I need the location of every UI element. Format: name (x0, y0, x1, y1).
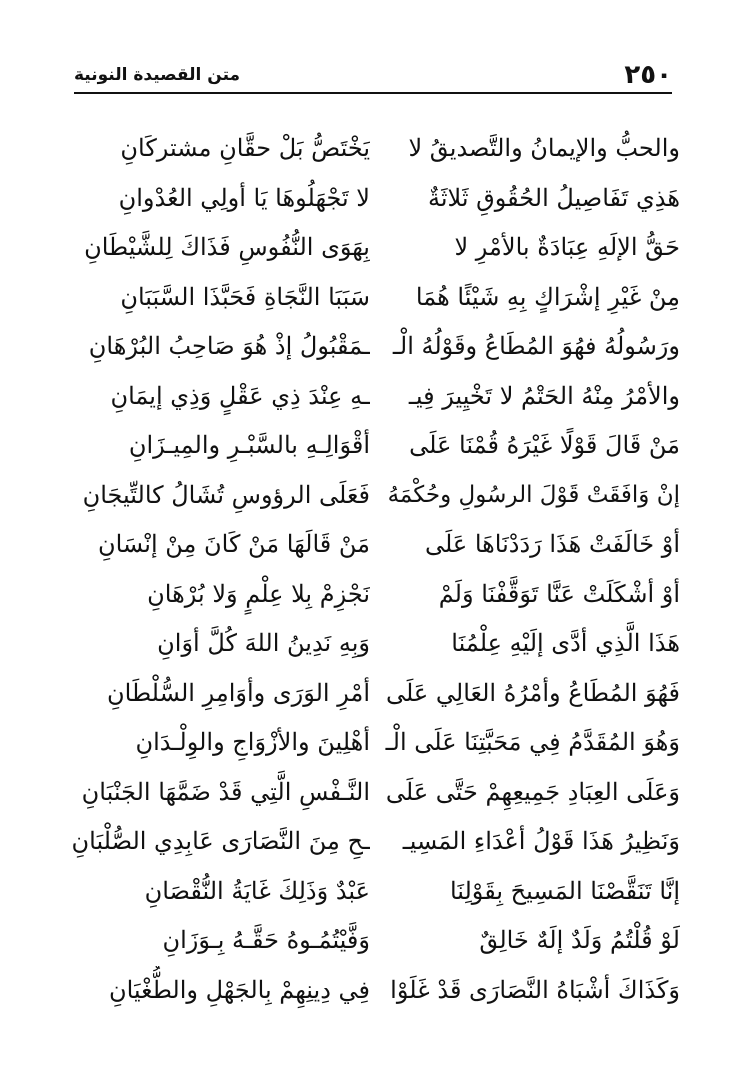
verse-line (70, 619, 680, 669)
verse-first-hemistich: إنَّا تَنَقَّصْنَا المَسِيحَ بِقَوْلِنَا (449, 876, 680, 905)
verse-second-hemistich: نَجْزِمْ بِلا عِلْمٍ وَلا بُرْهَانِ (147, 579, 370, 608)
verse-second-hemistich: ـحِ مِنَ النَّصَارَى عَابِدِي الصُّلْبَانِ (71, 827, 370, 855)
page-header (74, 58, 672, 92)
verse-line (70, 669, 680, 719)
verse-second-hemistich: فَعَلَى الرؤوسِ تُشَالُ كالتِّيجَانِ (82, 480, 370, 509)
verse-line (70, 471, 680, 521)
verse-line (70, 570, 680, 620)
verse-first-hemistich: وَهُوَ المُقَدَّمُ فِي مَحَبَّتِنَا عَلَى الْـ (385, 728, 680, 756)
verse-second-hemistich: سَبَبَا النَّجَاةِ فَحَبَّذَا السَّبَبَانِ (120, 282, 370, 311)
verse-line (70, 174, 680, 224)
verse-second-hemistich: أمْرِ الوَرَى وأوَامِرِ السُّلْطَانِ (107, 678, 370, 707)
verse-line (70, 520, 680, 570)
verse-second-hemistich: يَخْتَصُّ بَلْ حقَّانِ مشتركَانِ (120, 134, 370, 162)
verse-second-hemistich: لا تَجْهَلُوهَا يَا أولِي العُدْوانِ (118, 183, 370, 212)
verse-first-hemistich: مَنْ قَالَ قَوْلًا غَيْرَهُ قُمْنَا عَلَى (409, 431, 680, 459)
verse-first-hemistich: وَكَذَاكَ أشْبَاهُ النَّصَارَى قَدْ غَلَوْا (390, 975, 680, 1004)
verse-line (70, 322, 680, 372)
verse-first-hemistich: هَذِي تَفَاصِيلُ الحُقُوقِ ثَلاثَةٌ (427, 183, 680, 212)
verse-second-hemistich: وَفَّيْتُمُـوهُ حَقَّـهُ بِـوَزَانِ (162, 926, 370, 954)
verse-first-hemistich: وَعَلَى العِبَادِ جَمِيعِهِمْ حَتَّى عَلَى (385, 777, 680, 806)
verse-first-hemistich: والحبُّ والإيمانُ والتَّصديقُ لا (408, 134, 680, 162)
verse-first-hemistich: هَذَا الَّذِي أدَّى إلَيْهِ عِلْمُنَا (451, 629, 680, 657)
verse-first-hemistich: إنْ وَافَقَتْ قَوْلَ الرسُولِ وحُكْمَهُ (387, 481, 680, 508)
verse-second-hemistich: النَّـفْسِ الَّتِي قَدْ ضَمَّهَا الجَنْبَانِ (81, 777, 370, 806)
verse-first-hemistich: فَهُوَ المُطَاعُ وأمْرُهُ العَالِي عَلَى (385, 678, 680, 707)
running-title: متن القصيدة النونية (74, 65, 241, 85)
verse-second-hemistich: بِهَوَى النُّفُوسِ فَذَاكَ لِلشَّيْطَانِ (84, 233, 370, 261)
verse-line (70, 817, 680, 867)
verse-line (70, 718, 680, 768)
verse-first-hemistich: وَنَظِيرُ هَذَا قَوْلُ أعْدَاءِ المَسِيـ (402, 827, 680, 855)
verse-line (70, 273, 680, 323)
verse-line (70, 124, 680, 174)
verse-line (70, 768, 680, 818)
verse-second-hemistich: مَنْ قَالَهَا مَنْ كَانَ مِنْ إنْسَانِ (97, 530, 370, 558)
verse-second-hemistich: ـمَقْبُولُ إذْ هُوَ صَاحِبُ البُرْهَانِ (88, 332, 370, 360)
verse-first-hemistich: ورَسُولُهُ فهُوَ المُطَاعُ وقَوْلُهُ الْـ (392, 332, 680, 360)
verse-first-hemistich: أوْ أشْكَلَتْ عَنَّا تَوَقَّفْنَا وَلَمْ (438, 579, 680, 608)
verse-second-hemistich: فِي دِينِهِمْ بِالجَهْلِ والطُّغْيَانِ (108, 975, 370, 1004)
verse-line (70, 867, 680, 917)
verse-second-hemistich: أقْوَالِـهِ بالسَّبْـرِ والمِيـزَانِ (128, 431, 370, 459)
verse-second-hemistich: وَبِهِ نَدِينُ اللهَ كُلَّ أوَانِ (157, 629, 370, 657)
verse-second-hemistich: عَبْدٌ وَذَلِكَ غَايَةُ النُّقْصَانِ (144, 876, 370, 905)
verse-line (70, 421, 680, 471)
verse-first-hemistich: مِنْ غَيْرِ إشْرَاكٍ بِهِ شَيْئًا هُمَا (415, 282, 680, 311)
verse-first-hemistich: والأمْرُ مِنْهُ الحَتْمُ لا تَخْيِيرَ فِيـ (408, 381, 680, 410)
header-divider (74, 92, 672, 94)
verse-first-hemistich: حَقُّ الإلَهِ عِبَادَةٌ بالأمْرِ لا (454, 233, 680, 261)
verse-line (70, 372, 680, 422)
verse-first-hemistich: أوْ خَالَفَتْ هَذَا رَدَدْنَاهَا عَلَى (424, 530, 680, 558)
verse-line (70, 916, 680, 966)
verse-line (70, 966, 680, 1016)
verse-line (70, 223, 680, 273)
page-number: ٢٥٠ (624, 60, 672, 90)
verse-second-hemistich: ـهِ عِنْدَ ذِي عَقْلٍ وَذِي إيمَانِ (110, 381, 370, 410)
verse-second-hemistich: أهْلِينَ والأزْوَاجِ والوِلْـدَانِ (135, 728, 370, 756)
poem-body (70, 124, 680, 1015)
verse-first-hemistich: لَوْ قُلْتُمُ وَلَدٌ إلَهٌ خَالِقٌ (479, 926, 680, 954)
